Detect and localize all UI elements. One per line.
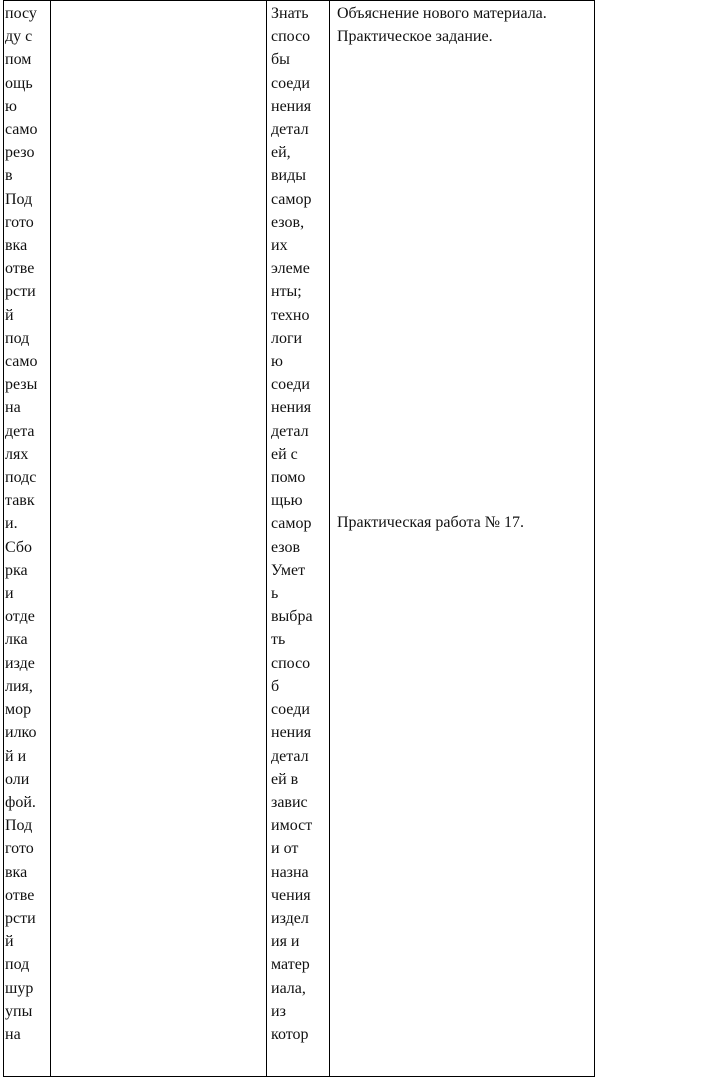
table-cell-activities <box>337 2 592 535</box>
table-left-border <box>3 0 4 1077</box>
cell-text-line: рсти <box>5 909 36 927</box>
table-column-divider <box>266 0 267 1077</box>
cell-text-line: б <box>271 677 280 695</box>
cell-text-line: резо <box>5 144 35 162</box>
cell-text-line: ия и <box>271 933 300 951</box>
cell-text-line: щью <box>271 492 303 510</box>
cell-text-line: ей с <box>271 445 298 463</box>
table-right-border <box>594 0 595 1077</box>
cell-text-line: Умет <box>271 561 306 579</box>
cell-text-line: само <box>5 121 38 139</box>
cell-text-line: ю <box>5 97 17 115</box>
cell-text-line: ду с <box>5 28 33 46</box>
cell-text-line: помо <box>271 469 306 487</box>
cell-text-line: чения <box>271 886 311 904</box>
practical-work-text: Практическая работа № 17. <box>337 514 524 532</box>
cell-text-line: соеди <box>271 376 310 394</box>
cell-text-line: виды <box>271 167 307 185</box>
cell-text-line: бы <box>271 51 290 69</box>
cell-text-line: завис <box>271 793 308 811</box>
cell-text-line: из <box>271 1002 286 1020</box>
cell-text-line: лях <box>5 445 29 463</box>
cell-text-line: Под <box>5 190 33 208</box>
cell-text-line: самор <box>271 190 312 208</box>
table-cell-topic <box>5 2 49 1046</box>
cell-text-line: Знать <box>271 5 309 22</box>
cell-text-line: и <box>5 585 14 603</box>
cell-text-line: упы <box>5 1002 33 1020</box>
cell-text-line: выбра <box>271 608 313 626</box>
cell-text-line: нты; <box>271 283 302 301</box>
cell-text-line: нения <box>271 97 312 115</box>
cell-text-line: й <box>5 306 14 324</box>
cell-text-line: нения <box>271 724 312 742</box>
cell-text-line: нения <box>271 399 312 417</box>
cell-text-line: гото <box>5 213 34 231</box>
cell-text-line: имост <box>271 817 313 835</box>
cell-text-line: пом <box>5 51 32 69</box>
cell-text-line: мор <box>5 701 32 719</box>
cell-text-line: в <box>5 167 13 185</box>
table-column-divider <box>50 0 51 1077</box>
cell-text-line: отве <box>5 260 35 278</box>
activity-text: Объяснение нового материала. <box>337 5 547 22</box>
cell-text-line: оли <box>5 770 30 788</box>
cell-text-line: й и <box>5 747 27 765</box>
cell-text-line: элеме <box>271 260 310 278</box>
cell-text-line: ю <box>271 353 283 371</box>
cell-text-line: ь <box>271 585 279 603</box>
cell-text-line: вка <box>5 863 28 881</box>
cell-text-line: шур <box>5 979 34 997</box>
cell-text-line: ощь <box>5 74 33 92</box>
cell-text-line: самор <box>271 515 312 533</box>
cell-text-line: под <box>5 329 30 347</box>
cell-text-line: Под <box>5 817 33 835</box>
cell-text-line: техно <box>271 306 310 324</box>
cell-text-line: езов <box>271 538 301 556</box>
cell-text-line: их <box>271 237 288 255</box>
cell-text-line: тавк <box>5 492 35 510</box>
cell-text-line: Сбо <box>5 538 33 556</box>
table-top-border <box>3 0 595 1</box>
table-column-divider <box>329 0 330 1077</box>
cell-text-line: ей в <box>271 770 299 788</box>
cell-text-line: и от <box>271 840 299 858</box>
cell-text-line: рсти <box>5 283 36 301</box>
cell-text-line: издел <box>271 909 309 927</box>
cell-text-line: фой. <box>5 793 36 811</box>
cell-text-line: детал <box>271 422 309 440</box>
cell-text-line: соеди <box>271 74 310 92</box>
cell-text-line: спосо <box>271 654 311 672</box>
cell-text-line: ей, <box>271 144 291 162</box>
cell-text-line: рка <box>5 561 28 579</box>
cell-text-line: соеди <box>271 701 310 719</box>
cell-text-line: само <box>5 353 38 371</box>
cell-text-line: посу <box>5 5 37 22</box>
cell-text-line: гото <box>5 840 34 858</box>
cell-text-line: назна <box>271 863 309 881</box>
cell-text-line: лия, <box>5 677 33 695</box>
cell-text-line: под <box>5 956 30 974</box>
table-bottom-border <box>3 1076 595 1077</box>
table-cell-requirements <box>271 2 323 1046</box>
cell-text-line: детал <box>271 747 309 765</box>
cell-text-line: отде <box>5 608 35 626</box>
cell-text-line: на <box>5 1025 21 1043</box>
cell-text-line: лка <box>5 631 28 649</box>
activity-text: Практическое задание. <box>337 28 493 46</box>
cell-text-line: отве <box>5 886 35 904</box>
cell-text-line: илко <box>5 724 37 742</box>
cell-text-line: езов, <box>271 213 305 231</box>
cell-text-line: матер <box>271 956 310 974</box>
cell-text-line: подс <box>5 469 37 487</box>
cell-text-line: иала, <box>271 979 306 997</box>
cell-text-line: логи <box>271 329 303 347</box>
cell-text-line: детал <box>271 121 309 139</box>
cell-text-line: резы <box>5 376 38 394</box>
cell-text-line: изде <box>5 654 35 672</box>
cell-text-line: й <box>5 933 14 951</box>
cell-text-line: и. <box>5 515 18 533</box>
cell-text-line: спосо <box>271 28 311 46</box>
cell-text-line: дета <box>5 422 35 440</box>
cell-text-line: ть <box>271 631 286 649</box>
cell-text-line: на <box>5 399 21 417</box>
cell-text-line: котор <box>271 1025 309 1043</box>
cell-text-line: вка <box>5 237 28 255</box>
